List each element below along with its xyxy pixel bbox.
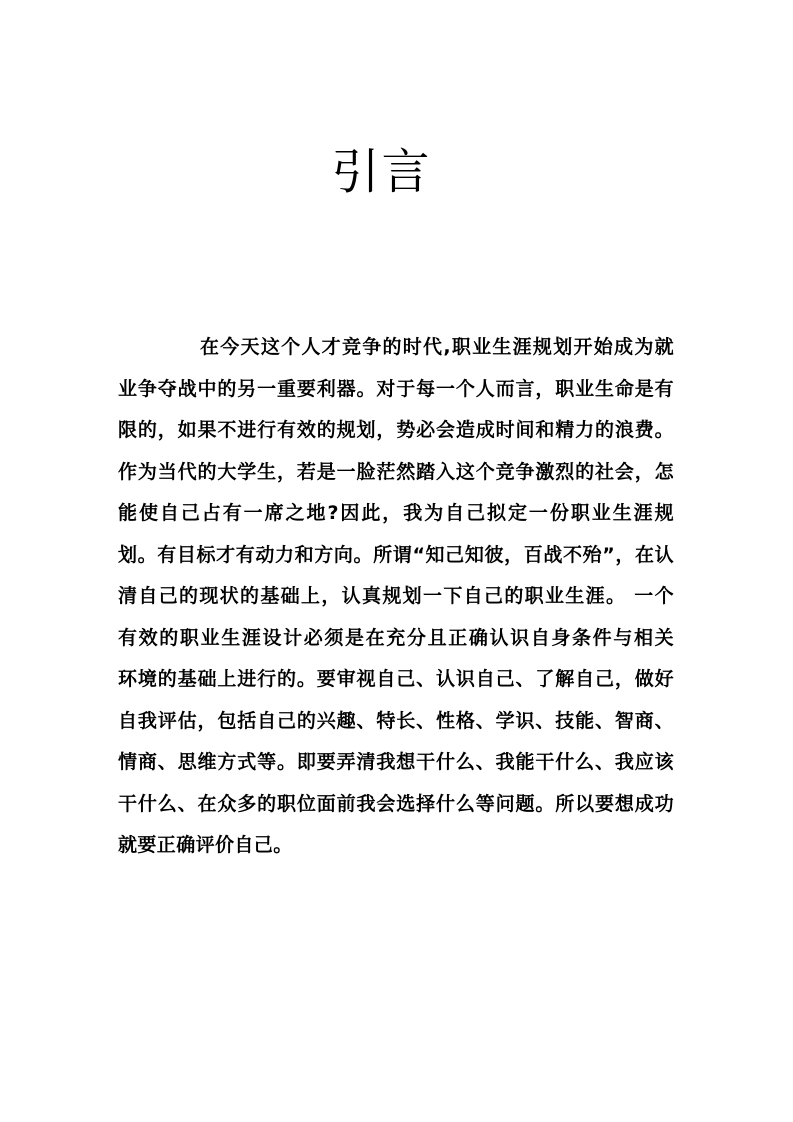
paragraph-line: 自我评估，包括自己的兴趣、特长、性格、学识、技能、智商、 <box>118 709 674 732</box>
paragraph-line: 清自己的现状的基础上，认真规划一下自己的职业生涯。 一个 <box>118 585 674 607</box>
paragraph-line: 能使自己占有一席之地?因此，我为自己拟定一份职业生涯规 <box>118 502 674 524</box>
paragraph-line: 环境的基础上进行的。要审视自己、认识自己、了解自己，做好 <box>118 668 674 690</box>
page-title: 引言 <box>331 144 432 200</box>
paragraph-line: 作为当代的大学生，若是一脸茫然踏入这个竞争激烈的社会，怎 <box>118 460 674 483</box>
paragraph-line: 情商、思维方式等。即要弄清我想干什么、我能干什么、我应该 <box>118 751 674 773</box>
paragraph-line: 在今天这个人才竞争的时代,职业生涯规划开始成为就 <box>200 336 674 358</box>
paragraph-line: 业争夺战中的另一重要利器。对于每一个人而言，职业生命是有 <box>118 377 674 400</box>
paragraph-line: 划。有目标才有动力和方向。所谓“知己知彼，百战不殆”，在认 <box>118 543 674 566</box>
paragraph-line: 就要正确评价自己。 <box>118 834 293 856</box>
paragraph-line: 有效的职业生涯设计必须是在充分且正确认识自身条件与相关 <box>118 626 674 649</box>
paragraph-line: 限的，如果不进行有效的规划，势必会造成时间和精力的浪费。 <box>118 419 674 441</box>
body-paragraph <box>118 327 674 867</box>
paragraph-line: 干什么、在众多的职位面前我会选择什么等问题。所以要想成功 <box>118 792 674 815</box>
